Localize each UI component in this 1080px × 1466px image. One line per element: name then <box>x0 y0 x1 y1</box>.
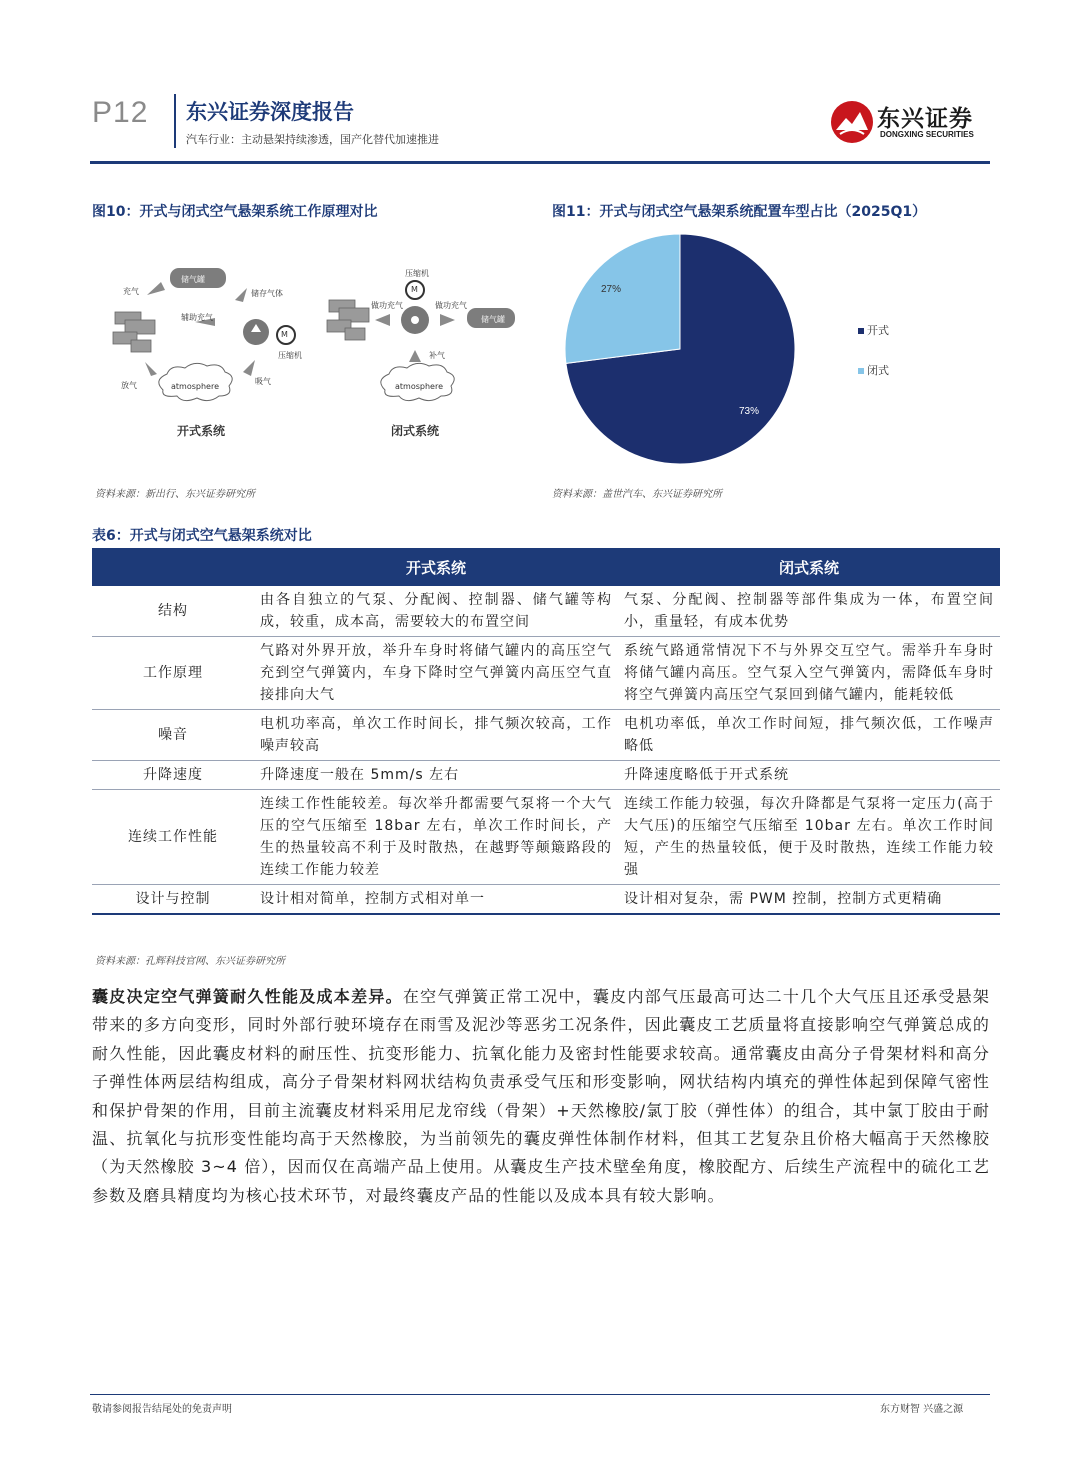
logo-name-cn: 东兴证券 <box>877 106 973 132</box>
open-tank-label: 储气罐 <box>181 275 205 284</box>
cell-closed: 气泵、分配阀、控制器等部件集成为一体，布置空间小，重量轻，有成本优势 <box>618 586 1000 637</box>
report-title: 东兴证券深度报告 <box>186 100 354 124</box>
pie-label-open: 73% <box>739 405 760 417</box>
pie-chart <box>560 232 980 472</box>
air-suspension-diagram <box>95 240 535 450</box>
report-subtitle: 汽车行业：主动悬架持续渗透，国产化替代加速推进 <box>186 133 439 146</box>
body-text: 在空气弹簧正常工况中，囊皮内部气压最高可达二十几个大气压且还承受悬架带来的多方向变形，同时外部行驶环境存在雨雪及泥沙等恶劣工况条件，因此囊皮工艺质量将直接影响空气弹簧总成的耐久性能，因此囊皮材料的耐压性、抗变形能力、抗氧化能力及密封性能要求较高。通常囊皮由高分子骨架材料和高分子弹性体两层结构组成，高分子骨架材料网状结构负责承受气压和形变影响，网状结构内填充的弹性体起到保障气密性和保护骨架的作用，目前主流囊皮材料采用尼龙帘线（骨架）+天然橡胶/氯丁胶（弹性体）的组合，其中氯丁胶由于耐温、抗氧化与抗形变性能均高于天然橡胶，为当前领先的囊皮弹性体制作材料，但其工艺复杂且价格大幅高于天然橡胶（为天然橡胶 3~4 倍），因而仅在高端产品上使用。从囊皮生产技术壁垒角度，橡胶配方、后续生产流程中的硫化工艺参数及磨具精度均为核心技术环节，对最终囊皮产品的性能以及成本具有较大影响。 <box>92 987 990 1205</box>
company-logo-icon <box>830 100 874 144</box>
open-exhaust-label: 放气 <box>121 381 137 390</box>
row-label-speed: 升降速度 <box>92 761 254 790</box>
figure11-title: 图11：开式与闭式空气悬架系统配置车型占比（2025Q1） <box>552 204 927 220</box>
header-rule <box>90 161 990 164</box>
open-valve-block-shape <box>113 312 155 352</box>
figure10-source: 资料来源：新出行、东兴证券研究所 <box>95 489 255 500</box>
cell-open: 电机功率高，单次工作时间长，排气频次较高，工作噪声较高 <box>254 710 618 761</box>
legend-item-closed <box>858 362 889 378</box>
closed-supply-label: 补气 <box>429 351 445 360</box>
cell-open: 由各自独立的气泵、分配阀、控制器、储气罐等构成，较重，成本高，需要较大的布置空间 <box>254 586 618 637</box>
table-header-closed: 闭式系统 <box>618 548 1000 586</box>
figure10-title: 图10：开式与闭式空气悬架系统工作原理对比 <box>92 204 378 220</box>
table6-source: 资料来源：孔辉科技官网、东兴证券研究所 <box>95 956 285 967</box>
table-row <box>92 761 1000 790</box>
open-intake-label: 吸气 <box>255 377 271 386</box>
cell-open: 设计相对简单，控制方式相对单一 <box>254 885 618 915</box>
table-row <box>92 790 1000 885</box>
figure10-diagram <box>95 240 535 450</box>
open-motor-label: M <box>281 330 288 339</box>
legend-swatch-closed <box>858 368 864 374</box>
open-system-caption: 开式系统 <box>177 424 226 438</box>
row-label-noise: 噪音 <box>92 710 254 761</box>
open-compressor-label: 压缩机 <box>278 351 302 360</box>
row-label-principle: 工作原理 <box>92 637 254 710</box>
cell-closed: 设计相对复杂，需 PWM 控制，控制方式更精确 <box>618 885 1000 915</box>
cell-closed: 系统气路通常情况下不与外界交互空气。需举升车身时将储气罐内高压。空气泵入空气弹簧内，需降低车身时将空气弹簧内高压空气泵回到储气罐内，能耗较低 <box>618 637 1000 710</box>
closed-tank-label: 储气罐 <box>481 315 505 324</box>
figure11-source: 资料来源：盖世汽车、东兴证券研究所 <box>552 489 722 500</box>
closed-right-label: 做功充气 <box>435 301 467 310</box>
open-assist-label: 辅助充气 <box>181 313 213 322</box>
pie-slice-closed <box>565 234 680 363</box>
body-lead: 囊皮决定空气弹簧耐久性能及成本差异。 <box>92 987 403 1006</box>
legend-swatch-open <box>858 328 864 334</box>
footer-rule <box>90 1394 990 1395</box>
closed-atmosphere-label: atmosphere <box>395 382 443 391</box>
footer-slogan: 东方财智 兴盛之源 <box>880 1404 964 1415</box>
cell-open: 气路对外界开放，举升车身时将储气罐内的高压空气充到空气弹簧内，车身下降时空气弹簧内高压空气直接排向大气 <box>254 637 618 710</box>
open-arrows-shape <box>145 282 255 376</box>
closed-valve-block-shape <box>327 300 369 340</box>
table-header-open: 开式系统 <box>254 548 618 586</box>
logo-name-en: DONGXING SECURITIES <box>880 130 974 139</box>
legend-label-open: 开式 <box>867 324 889 337</box>
legend-label-closed: 闭式 <box>867 364 889 377</box>
footer-disclaimer: 敬请参阅报告结尾处的免责声明 <box>92 1404 232 1415</box>
table-header-corner <box>92 548 254 586</box>
cell-closed: 电机功率低，单次工作时间短，排气频次低，工作噪声略低 <box>618 710 1000 761</box>
comparison-table <box>92 548 1000 915</box>
table6-title: 表6：开式与闭式空气悬架系统对比 <box>92 528 312 544</box>
cell-open: 连续工作性能较差。每次举升都需要气泵将一个大气压的空气压缩至 18bar 左右，单次工作时间长，产生的热量较高不利于及时散热，在越野等颠簸路段的连续工作能力较差 <box>254 790 618 885</box>
closed-motor-label: M <box>411 285 418 294</box>
legend-item-open <box>858 322 889 338</box>
cell-closed: 升降速度略低于开式系统 <box>618 761 1000 790</box>
row-label-design: 设计与控制 <box>92 885 254 915</box>
table-row <box>92 637 1000 710</box>
cell-closed: 连续工作能力较强，每次升降都是气泵将一定压力(高于大气压)的压缩空气压缩至 10bar 左右。单次工作时间短，产生的热量较低，便于及时散热，连续工作能力较强 <box>618 790 1000 885</box>
page-number: P12 <box>92 96 149 129</box>
closed-system-caption: 闭式系统 <box>391 424 440 438</box>
closed-compressor-label: 压缩机 <box>405 269 429 278</box>
cell-open: 升降速度一般在 5mm/s 左右 <box>254 761 618 790</box>
table-row <box>92 885 1000 915</box>
open-inflate-label: 充气 <box>123 287 139 296</box>
row-label-structure: 结构 <box>92 586 254 637</box>
closed-left-label: 做功充气 <box>371 301 403 310</box>
open-atmosphere-label: atmosphere <box>171 382 219 391</box>
body-paragraph <box>92 983 990 1210</box>
row-label-continuous: 连续工作性能 <box>92 790 254 885</box>
open-store-label: 储存气体 <box>251 289 283 298</box>
table-header-row <box>92 548 1000 586</box>
header-separator <box>174 94 176 148</box>
table-row <box>92 586 1000 637</box>
pie-label-closed: 27% <box>600 284 621 296</box>
table-row <box>92 710 1000 761</box>
